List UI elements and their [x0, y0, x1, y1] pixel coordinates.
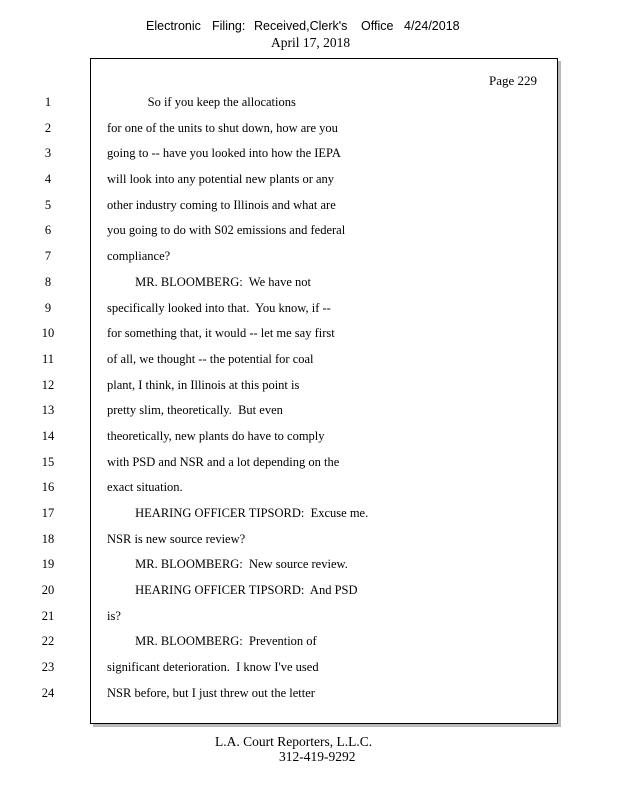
transcript-line: theoretically, new plants do have to comply [107, 428, 325, 443]
transcript-line: pretty slim, theoretically. But even [107, 403, 283, 418]
stamp-electronic: Electronic [146, 19, 201, 33]
court-reporter-name: L.A. Court Reporters, L.L.C. [215, 734, 373, 749]
line-number: 12 [41, 377, 55, 392]
transcript-line: NSR is new source review? [107, 531, 246, 546]
line-number: 13 [41, 403, 55, 418]
line-number: 14 [41, 428, 55, 443]
transcript-line: exact situation. [107, 480, 183, 495]
line-number: 19 [41, 557, 55, 572]
transcript-line: with PSD and NSR and a lot depending on the [107, 454, 340, 469]
transcript-line: is? [107, 608, 121, 623]
page-number: Page 229 [488, 73, 537, 88]
transcript-line: compliance? [107, 249, 171, 264]
transcript-line: significant deterioration. I know I've used [107, 660, 319, 675]
line-number: 18 [41, 531, 55, 546]
line-number: 15 [41, 454, 55, 469]
court-reporter-phone: 312-419-9292 [279, 749, 356, 764]
line-number: 6 [44, 223, 52, 238]
line-number: 11 [41, 351, 55, 366]
line-number: 17 [41, 506, 55, 520]
stamp-filing: Filing: [212, 19, 246, 33]
transcript-line: specifically looked into that. You know, if -- [107, 300, 331, 315]
transcript-line: NSR before, but I just threw out the letter [107, 685, 315, 700]
line-number: 20 [41, 583, 55, 598]
transcript-line: you going to do with S02 emissions and federal [107, 223, 346, 238]
stamp-office: Office [361, 19, 394, 33]
transcript-line: MR. BLOOMBERG: We have not [107, 274, 311, 289]
transcript-line: So if you keep the allocations [107, 95, 296, 109]
transcript-line: other industry coming to Illinois and what are [107, 197, 336, 212]
line-number: 9 [44, 300, 52, 315]
transcript-line: MR. BLOOMBERG: New source review. [107, 557, 348, 572]
stamp-received: Received,Clerk's [254, 19, 348, 33]
transcript-line: plant, I think, in Illinois at this point is [107, 377, 300, 392]
transcript-line: for one of the units to shut down, how are you [107, 120, 338, 135]
line-number: 5 [44, 197, 52, 212]
stamp-date: 4/24/2018 [404, 19, 460, 33]
line-number: 8 [44, 274, 52, 289]
transcript-line: MR. BLOOMBERG: Prevention of [107, 634, 317, 649]
line-number: 22 [41, 634, 55, 649]
line-number: 23 [41, 660, 55, 675]
line-number: 16 [41, 480, 55, 495]
transcript-line: of all, we thought -- the potential for coal [107, 351, 314, 366]
line-number: 3 [44, 146, 52, 161]
hearing-date: April 17, 2018 [271, 35, 351, 50]
transcript-line: for something that, it would -- let me say first [107, 326, 335, 341]
line-number: 2 [44, 120, 52, 135]
filing-stamp [0, 19, 618, 35]
line-number: 24 [41, 685, 55, 700]
line-number: 21 [41, 608, 55, 623]
transcript-line: HEARING OFFICER TIPSORD: Excuse me. [107, 506, 369, 520]
line-numbers [0, 92, 90, 709]
transcript-line: will look into any potential new plants or any [107, 172, 335, 187]
line-number: 4 [44, 172, 52, 187]
line-number: 1 [44, 95, 52, 109]
transcript-line: going to -- have you looked into how the IEPA [107, 146, 341, 161]
transcript-lines [107, 92, 547, 709]
line-number: 10 [41, 326, 55, 341]
line-number: 7 [44, 249, 52, 264]
transcript-line: HEARING OFFICER TIPSORD: And PSD [107, 583, 358, 598]
